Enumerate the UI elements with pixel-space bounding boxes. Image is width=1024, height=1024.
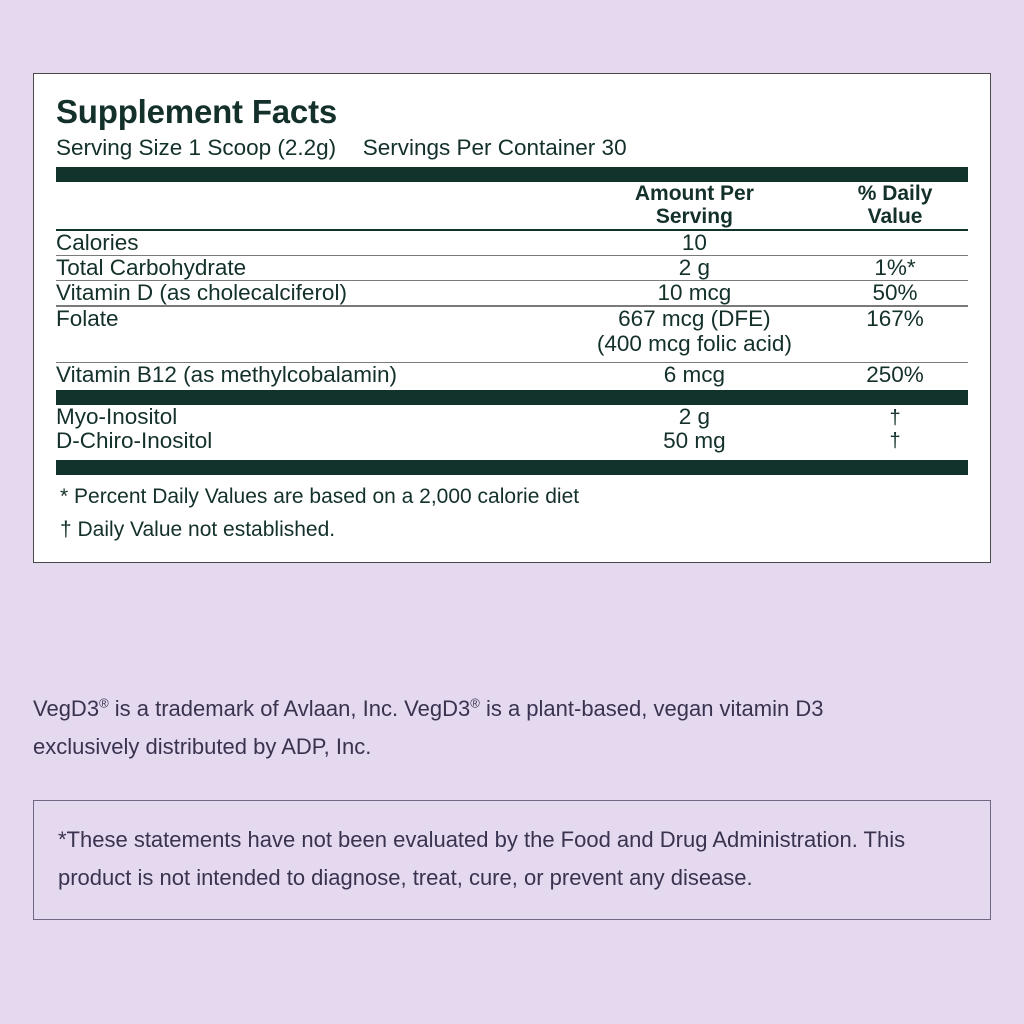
trademark-note bbox=[33, 690, 933, 766]
fda-disclaimer-text: *These statements have not been evaluated by the Food and Drug Administration. This product is not intended to diagnose, treat, cure, or prevent any disease. bbox=[58, 827, 906, 890]
header-dv-line2: Value bbox=[867, 205, 923, 229]
row-daily-value: † bbox=[889, 430, 901, 453]
servings-per-container-text: Servings Per Container 30 bbox=[362, 134, 627, 160]
row-amount-secondary: (400 mcg folic acid) bbox=[596, 331, 792, 357]
row-name: Folate bbox=[56, 305, 119, 331]
row-daily-value: 250% bbox=[866, 362, 924, 388]
row-name-continuation bbox=[56, 330, 567, 362]
supplement-facts-panel bbox=[33, 73, 991, 563]
footnote-dagger: † Daily Value not established. bbox=[60, 517, 336, 541]
nutrition-table bbox=[56, 182, 968, 387]
secondary-section-divider-bar bbox=[56, 390, 968, 405]
fda-disclaimer-box bbox=[33, 800, 991, 920]
table-row bbox=[56, 429, 968, 453]
table-row bbox=[56, 307, 968, 331]
row-amount: 667 mcg (DFE) bbox=[618, 305, 771, 331]
row-amount: 2 g bbox=[678, 255, 711, 281]
header-divider-bar-thick bbox=[56, 167, 968, 182]
row-daily-value: 50% bbox=[872, 280, 918, 306]
row-daily-value-continuation bbox=[822, 330, 968, 362]
row-name: D-Chiro-Inositol bbox=[56, 427, 213, 453]
row-daily-value bbox=[822, 231, 968, 255]
registered-mark-icon: ® bbox=[470, 695, 480, 711]
row-name: Calories bbox=[56, 230, 139, 256]
registered-mark-icon: ® bbox=[99, 695, 109, 711]
table-row-continuation bbox=[56, 330, 968, 362]
row-name: Vitamin D (as cholecalciferol) bbox=[56, 280, 347, 306]
row-amount: 50 mg bbox=[663, 427, 726, 453]
table-row bbox=[56, 231, 968, 255]
header-amount-line2: Serving bbox=[655, 205, 733, 229]
header-amount-per-serving bbox=[567, 182, 822, 229]
row-amount: 10 bbox=[681, 230, 707, 256]
row-daily-value: 167% bbox=[866, 305, 924, 331]
header-amount-line1: Amount Per bbox=[634, 181, 754, 205]
panel-title: Supplement Facts bbox=[56, 93, 338, 130]
serving-size-text: Serving Size 1 Scoop (2.2g) bbox=[56, 134, 337, 160]
row-daily-value: † bbox=[889, 406, 901, 429]
table-row bbox=[56, 281, 968, 305]
footnote-daily-values: * Percent Daily Values are based on a 2,000 calorie diet bbox=[60, 485, 580, 509]
trademark-note-part3: is a plant-based, vegan vitamin D3 exclusively distributed by ADP, Inc. bbox=[33, 696, 824, 759]
table-row bbox=[56, 363, 968, 387]
header-dv-line1: % Daily bbox=[857, 181, 933, 205]
row-name: Vitamin B12 (as methylcobalamin) bbox=[56, 362, 397, 388]
row-amount: 10 mcg bbox=[657, 280, 732, 306]
secondary-ingredients-table bbox=[56, 405, 968, 452]
table-header-row bbox=[56, 182, 968, 229]
row-amount: 6 mcg bbox=[663, 362, 726, 388]
trademark-note-part1: VegD3 bbox=[33, 696, 100, 721]
row-name: Total Carbohydrate bbox=[56, 255, 247, 281]
table-row bbox=[56, 405, 968, 429]
header-daily-value bbox=[822, 182, 968, 229]
serving-info bbox=[56, 134, 968, 161]
row-name: Myo-Inositol bbox=[56, 403, 178, 429]
row-amount: 2 g bbox=[678, 403, 711, 429]
footnote-divider-bar bbox=[56, 460, 968, 475]
trademark-note-part2: is a trademark of Avlaan, Inc. VegD3 bbox=[108, 696, 471, 721]
table-row bbox=[56, 256, 968, 280]
header-blank-cell bbox=[56, 182, 567, 229]
row-daily-value: 1%* bbox=[874, 255, 916, 281]
